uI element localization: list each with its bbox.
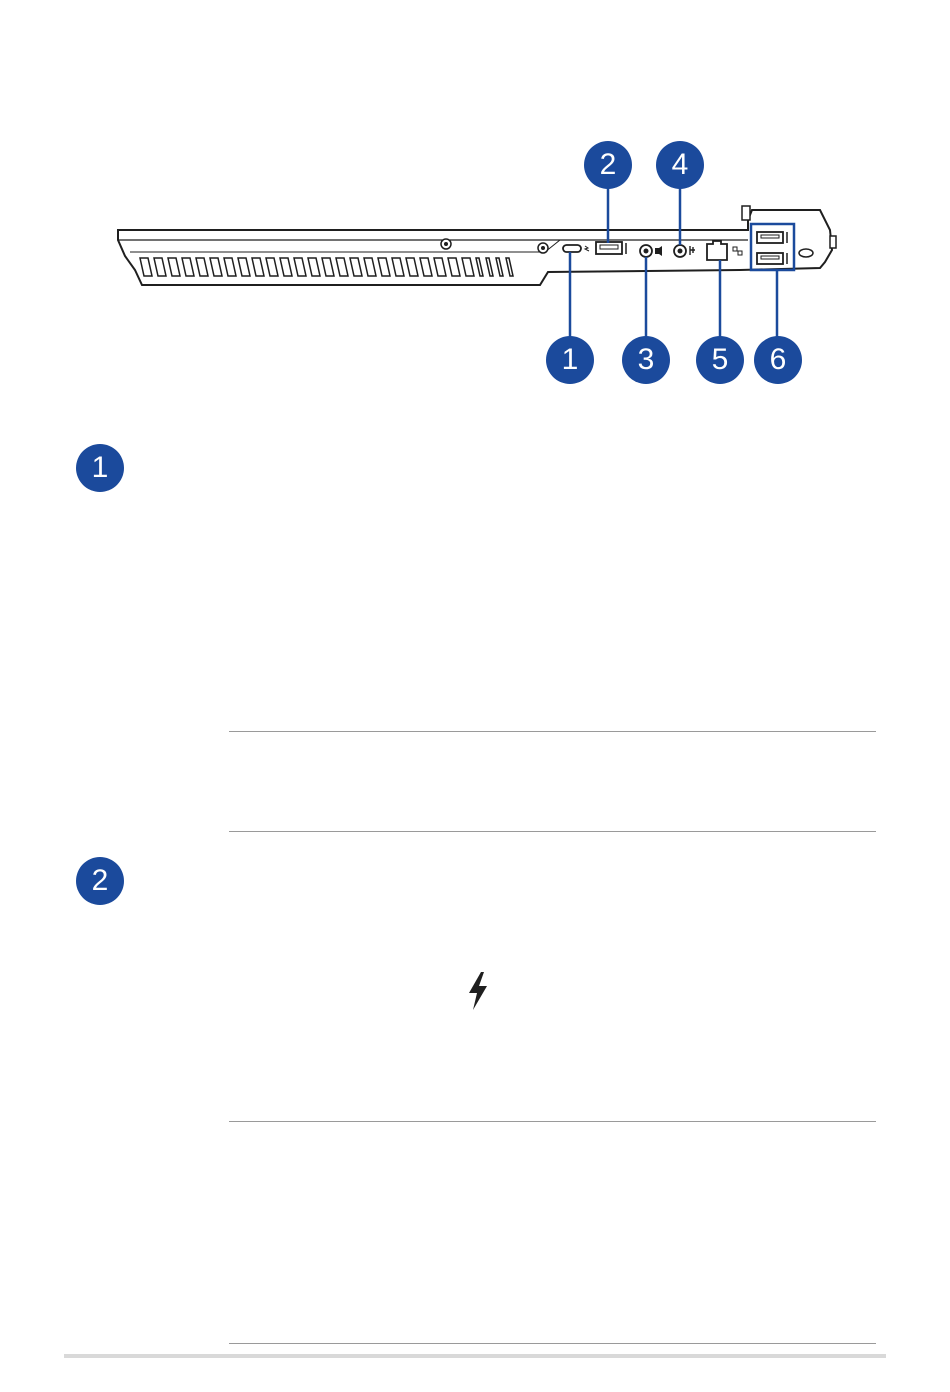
note-divider-top [229, 731, 876, 732]
note-divider-bottom [229, 831, 876, 832]
section-number-1: 1 [76, 444, 124, 492]
note-divider-bottom-2 [229, 1343, 876, 1344]
callout-badge-4: 4 [656, 141, 704, 189]
callout-badge-5: 5 [696, 336, 744, 384]
callout-badge-3: 3 [622, 336, 670, 384]
callout-badge-2: 2 [584, 141, 632, 189]
thunderbolt-port [563, 245, 581, 252]
laptop-side-view-diagram [0, 0, 950, 400]
note-divider-top-2 [229, 1121, 876, 1122]
lightning-bolt-icon [466, 972, 490, 1010]
page-footer-bar [64, 1354, 886, 1358]
lan-port [707, 241, 727, 260]
section-number-2: 2 [76, 857, 124, 905]
laptop-side-view-figure [0, 0, 950, 400]
callout-badge-1: 1 [546, 336, 594, 384]
callout-badge-6: 6 [754, 336, 802, 384]
